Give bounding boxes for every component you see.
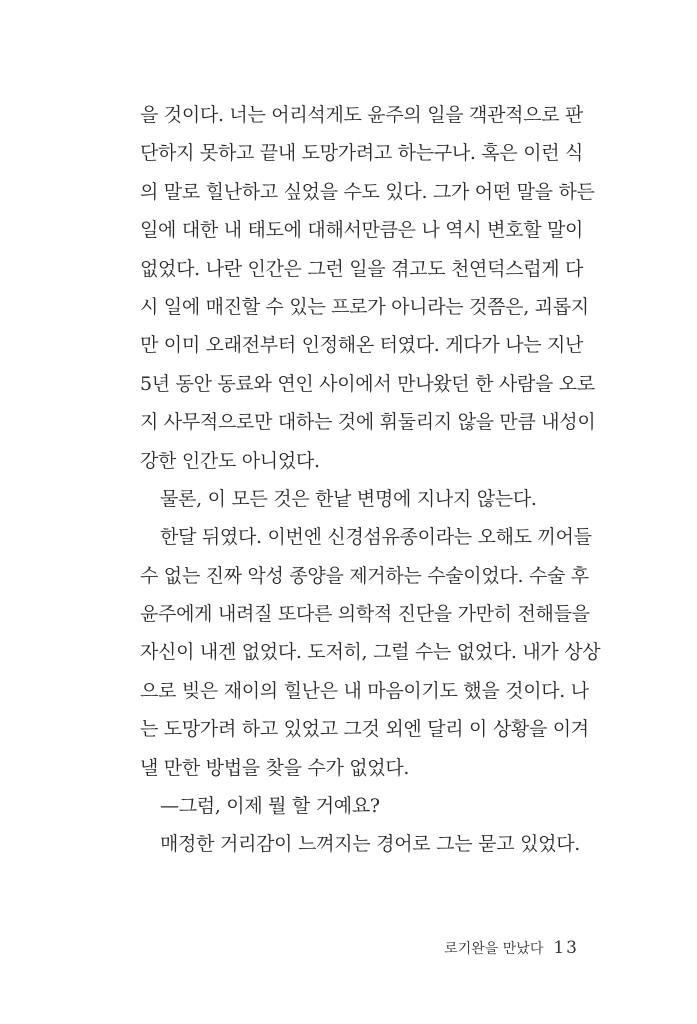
page-number: 13 xyxy=(553,938,579,958)
text-line: 수 없는 진짜 악성 종양을 제거하는 수술이었다. 수술 후 xyxy=(140,564,589,587)
text-line: 물론, 이 모든 것은 한낱 변명에 지나지 않는다. xyxy=(160,487,537,510)
text-line: 자신이 내겐 없었다. 도저히, 그럴 수는 없었다. 내가 상상 xyxy=(140,641,601,664)
text-line: 매정한 거리감이 느껴지는 경어로 그는 묻고 있었다. xyxy=(160,833,580,856)
running-title: 로기완을 만났다 xyxy=(444,941,544,957)
page-footer xyxy=(444,938,579,958)
text-line: 만 이미 오래전부터 인정해온 터였다. 게다가 나는 지난 xyxy=(140,334,584,357)
body-text xyxy=(140,100,601,868)
text-line: 시 일에 매진할 수 있는 프로가 아니라는 것쯤은, 괴롭지 xyxy=(140,295,589,318)
text-line: 5년 동안 동료와 연인 사이에서 만나왔던 한 사람을 오로 xyxy=(140,372,595,395)
text-line: 단하지 못하고 끝내 도망가려고 하는구나. 혹은 이런 식 xyxy=(140,142,584,165)
text-line: 윤주에게 내려질 또다른 의학적 진단을 가만히 전해들을 xyxy=(140,603,590,626)
text-line: 으로 빚은 재이의 힐난은 내 마음이기도 했을 것이다. 나 xyxy=(140,679,589,702)
text-line: 강한 인간도 아니었다. xyxy=(140,449,320,472)
text-line: 의 말로 힐난하고 싶었을 수도 있다. 그가 어떤 말을 하든 xyxy=(140,180,595,203)
text-line: 일에 대한 내 태도에 대해서만큼은 나 역시 변호할 말이 xyxy=(140,219,584,242)
text-line: 을 것이다. 너는 어리석게도 윤주의 일을 객관적으로 판 xyxy=(140,104,584,126)
text-line: 한달 뒤였다. 이번엔 신경섬유종이라는 오해도 끼어들 xyxy=(160,526,592,549)
text-line: 낼 만한 방법을 찾을 수가 없었다. xyxy=(140,756,410,779)
text-line: 는 도망가려 하고 있었고 그것 외엔 달리 이 상황을 이겨 xyxy=(140,718,589,741)
text-line: 없었다. 나란 인간은 그런 일을 겪고도 천연덕스럽게 다 xyxy=(140,257,584,280)
text-line: —그럼, 이제 뭘 할 거예요? xyxy=(160,795,380,818)
text-line: 지 사무적으로만 대하는 것에 휘둘리지 않을 만큼 내성이 xyxy=(140,411,596,434)
